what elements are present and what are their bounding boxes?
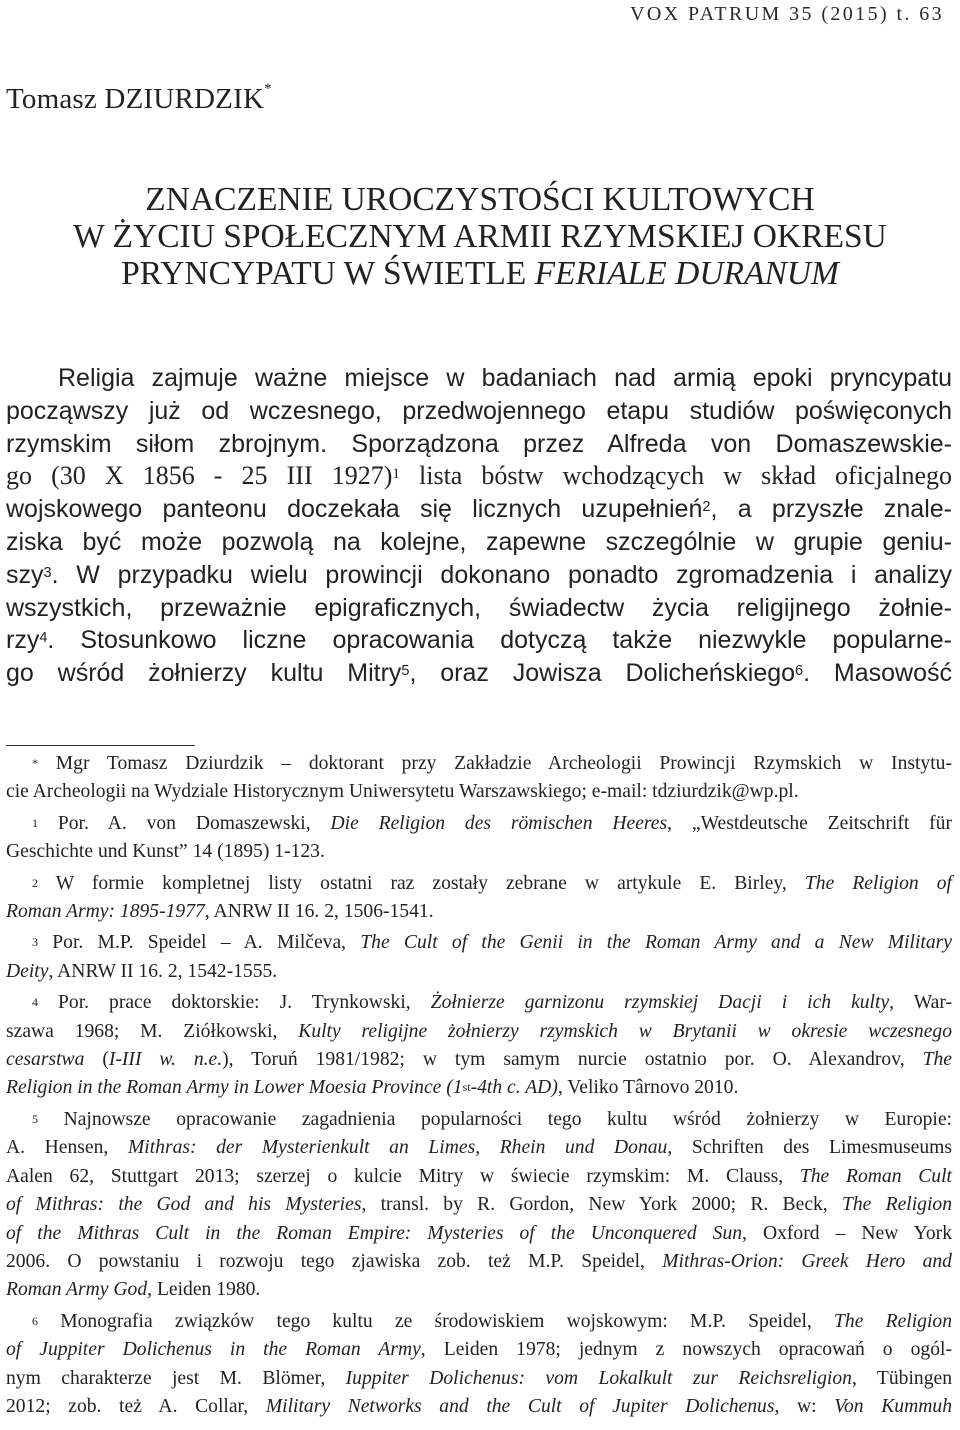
footnote-text: , ANRW II 16. 2, 1506-1541.: [204, 901, 434, 923]
footnote-line: [6, 1248, 952, 1276]
footnote-line: [6, 1393, 952, 1421]
footnote-italic: Die Religion des römischen Heeres: [330, 812, 668, 834]
footnote-text: 2006. O powstaniu i rozwoju tego zjawiska zob. też M.P. Speidel,: [6, 1250, 663, 1272]
footnote-italic: of Juppiter Dolichenus in the Roman Army: [6, 1339, 421, 1361]
footnote-text: , Schriften des Limesmuseums: [667, 1137, 953, 1159]
body-text: go (30 X 1856 - 25 III 1927): [6, 461, 393, 491]
footnote-6: [6, 1308, 952, 1336]
footnote-text: , Tübingen: [851, 1367, 953, 1389]
footnote-mark: 3: [32, 935, 38, 950]
footnote-italic: of Mithras: the God and his Mysteries: [6, 1194, 362, 1216]
footnote-4: [6, 989, 952, 1017]
footnote-ref-6[interactable]: 6: [795, 663, 804, 680]
footnote-ref-2[interactable]: 2: [702, 499, 711, 516]
footnote-text: W formie kompletnej listy ostatni raz zostały zebrane w artykule E. Birley,: [55, 872, 805, 894]
body-line: ziska być może pozwolą na kolejne, zapewne szczególnie w grupie geniu-: [6, 527, 952, 556]
footnote-italic: Religion in the Roman Army in Lower Moesia Province (1: [6, 1077, 463, 1099]
footnote-text: Najnowsze opracowanie zagadnienia popularności tego kultu wśród żołnierzy w Europie:: [63, 1108, 953, 1130]
footnote-text: , War-: [889, 992, 952, 1014]
footnotes: [6, 750, 952, 1421]
body-line: [6, 624, 952, 657]
footnote-italic: Mithras: der Mysterienkult an Limes, Rhein und Donau: [127, 1137, 668, 1159]
footnote-italic: The: [922, 1049, 952, 1071]
footnote-italic: Żołnierze garnizonu rzymskiej Dacji i ich kulty: [430, 992, 890, 1014]
body-text: szy: [6, 560, 44, 589]
footnote-mark: 5: [32, 1111, 38, 1126]
body-text: . W przypadku wielu prowincji dokonano ponadto zgromadzenia i analizy: [51, 560, 952, 589]
footnote-text: , w:: [774, 1395, 835, 1417]
title-line-3-text: PRYNCYPATU W ŚWIETLE: [121, 255, 535, 292]
footnote-text: 2012; zob. też A. Collar,: [6, 1395, 266, 1417]
footnote-mark: 2: [32, 875, 38, 890]
body-line: rzymskim siłom zbrojnym. Sporządzona przez Alfreda von Domaszewskie-: [6, 429, 952, 458]
footnote-italic: Roman Army: 1895-1977: [6, 901, 205, 923]
footnote-italic: The Roman Cult: [799, 1165, 952, 1187]
body-line: [6, 657, 952, 690]
footnote-line: Geschichte und Kunst” 14 (1895) 1-123.: [6, 841, 325, 863]
footnote-mark: 6: [32, 1313, 38, 1328]
footnote-1: [6, 810, 952, 838]
body-line: [6, 460, 952, 493]
footnote-line: [6, 1220, 952, 1248]
body-text: lista bóstw wchodzących w skład oficjalnego: [399, 461, 953, 491]
footnote-text: , Leiden 1980.: [147, 1279, 261, 1301]
body-line: począwszy już od wczesnego, przedwojennego etapu studiów poświęconych: [6, 396, 952, 425]
footnote-ref-1[interactable]: 1: [392, 466, 400, 483]
body-line: wszystkich, przeważnie epigraficznych, świadectw życia religijnego żołnie-: [6, 593, 952, 622]
running-head: VOX PATRUM 35 (2015) t. 63: [630, 3, 944, 25]
footnote-italic: Von Kummuh: [834, 1395, 952, 1417]
body-text: rzy: [6, 626, 40, 655]
footnote-mark: *: [32, 756, 38, 770]
footnote-italic: Kulty religijne żołnierzy rzymskich w Brytanii w okresie wczesnego: [298, 1020, 952, 1042]
footnote-line: [6, 1163, 952, 1191]
footnote-line: cie Archeologii na Wydziale Historycznym Uniwersytetu Warszawskiego; e-mail: tdziurdzik@wp.pl.: [6, 781, 799, 803]
article-title: [0, 181, 960, 292]
footnote-text: szawa 1968; M. Ziółkowski,: [6, 1020, 299, 1042]
footnote-text: , Veliko Târnovo 2010.: [557, 1077, 739, 1099]
footnote-text: Aalen 62, Stuttgart 2013; szerzej o kulcie Mitry w świecie rzymskim: M. Clauss,: [6, 1165, 800, 1187]
footnote-text: , Leiden 1978; jednym z nowszych opracowań o ogól-: [420, 1339, 952, 1361]
body-text: , a przyszłe znale-: [710, 495, 952, 524]
footnote-ref-3[interactable]: 3: [43, 564, 52, 581]
body-line: [6, 559, 952, 592]
footnote-text: , „Westdeutsche Zeitschrift für: [667, 812, 952, 834]
footnote-italic: The Cult of the Genii in the Roman Army and a New Military: [360, 932, 952, 954]
footnote-line: [6, 958, 952, 986]
footnote-italic: Mithras-Orion: Greek Hero and: [662, 1250, 952, 1272]
footnote-italic: I-III w. n.e.: [108, 1049, 223, 1071]
footnote-italic: Iuppiter Dolichenus: vom Lokalkult zur Reichsreligion: [345, 1367, 852, 1389]
footnote-3: [6, 929, 952, 957]
footnote-italic: Roman Army God: [6, 1279, 148, 1301]
footnote-text: , transl. by R. Gordon, New York 2000; R. Beck,: [361, 1194, 842, 1216]
footnote-italic: of the Mithras Cult in the Roman Empire: Mysteries of the Unconquered Sun: [6, 1222, 743, 1244]
footnote-italic: The Religion: [834, 1310, 952, 1332]
footnote-star: [6, 750, 952, 778]
body-paragraph: [6, 362, 952, 690]
footnote-italic: cesarstwa: [6, 1049, 85, 1071]
author-footnote-mark[interactable]: *: [264, 81, 272, 97]
footnote-line: [6, 1365, 952, 1393]
footnote-mark: 1: [32, 815, 38, 830]
footnote-italic: -4th c. AD): [470, 1077, 558, 1099]
footnote-line: [6, 1074, 952, 1102]
footnote-line: [6, 898, 952, 926]
body-text: . Masowość: [803, 659, 952, 688]
body-line: Religia zajmuje ważne miejsce w badaniach nad armią epoki pryncypatu: [58, 364, 952, 392]
body-text: go wśród żołnierzy kultu Mitry: [6, 659, 402, 688]
footnote-italic: Deity: [6, 960, 49, 982]
title-line-2: W ŻYCIU SPOŁECZNYM ARMII RZYMSKIEJ OKRESU: [73, 218, 887, 255]
footnote-line: [6, 1018, 952, 1046]
footnote-text: Por. A. von Domaszewski,: [57, 812, 331, 834]
footnote-italic: Military Networks and the Cult of Jupiter Dolichenus: [265, 1395, 775, 1417]
footnote-text: nym charakterze jest M. Blömer,: [6, 1367, 346, 1389]
body-text: . Stosunkowo liczne opracowania dotyczą także niezwykle popularne-: [47, 626, 952, 655]
footnote-text: , Oxford – New York: [742, 1222, 952, 1244]
author-name: [6, 83, 272, 116]
footnote-ordinal: st: [462, 1080, 471, 1095]
body-text: wojskowego panteonu doczekała się licznych uzupełnień: [6, 495, 703, 524]
footnote-ref-4[interactable]: 4: [39, 630, 48, 647]
footnote-line: [6, 1134, 952, 1162]
footnote-text: ), Toruń 1981/1982; w tym samym nurcie ostatnio por. O. Alexandrov,: [222, 1049, 923, 1071]
title-line-3-italic: FERIALE DURANUM: [534, 255, 839, 292]
footnote-line: [6, 1191, 952, 1219]
title-line-3: [0, 255, 960, 292]
title-line-1: ZNACZENIE UROCZYSTOŚCI KULTOWYCH: [145, 181, 815, 218]
footnote-italic: The Religion: [841, 1194, 952, 1216]
footnote-line: [6, 1046, 952, 1074]
body-text: , oraz Jowisza Dolicheńskiego: [409, 659, 796, 688]
footnote-text: Por. M.P. Speidel – A. Milčeva,: [52, 932, 361, 954]
footnote-text: A. Hensen,: [6, 1137, 128, 1159]
footnote-mark: 4: [32, 995, 38, 1010]
author-text: Tomasz DZIURDZIK: [6, 83, 265, 115]
footnote-text: (: [84, 1049, 109, 1071]
footnote-ref-5[interactable]: 5: [401, 663, 410, 680]
footnote-separator: [6, 745, 195, 746]
footnote-line: [6, 1336, 952, 1364]
body-line: [6, 493, 952, 526]
footnote-text: Por. prace doktorskie: J. Trynkowski,: [58, 992, 431, 1014]
footnote-5: [6, 1106, 952, 1134]
footnote-italic: The Religion of: [804, 872, 952, 894]
footnote-text: Mgr Tomasz Dziurdzik – doktorant przy Zakładzie Archeologii Prowincji Rzymskich w Instytu-: [55, 753, 952, 774]
footnote-2: [6, 870, 952, 898]
footnote-text: Monografia związków tego kultu ze środowiskiem wojskowym: M.P. Speidel,: [60, 1310, 835, 1332]
footnote-line: [6, 1276, 952, 1304]
footnote-text: , ANRW II 16. 2, 1542-1555.: [48, 960, 278, 982]
